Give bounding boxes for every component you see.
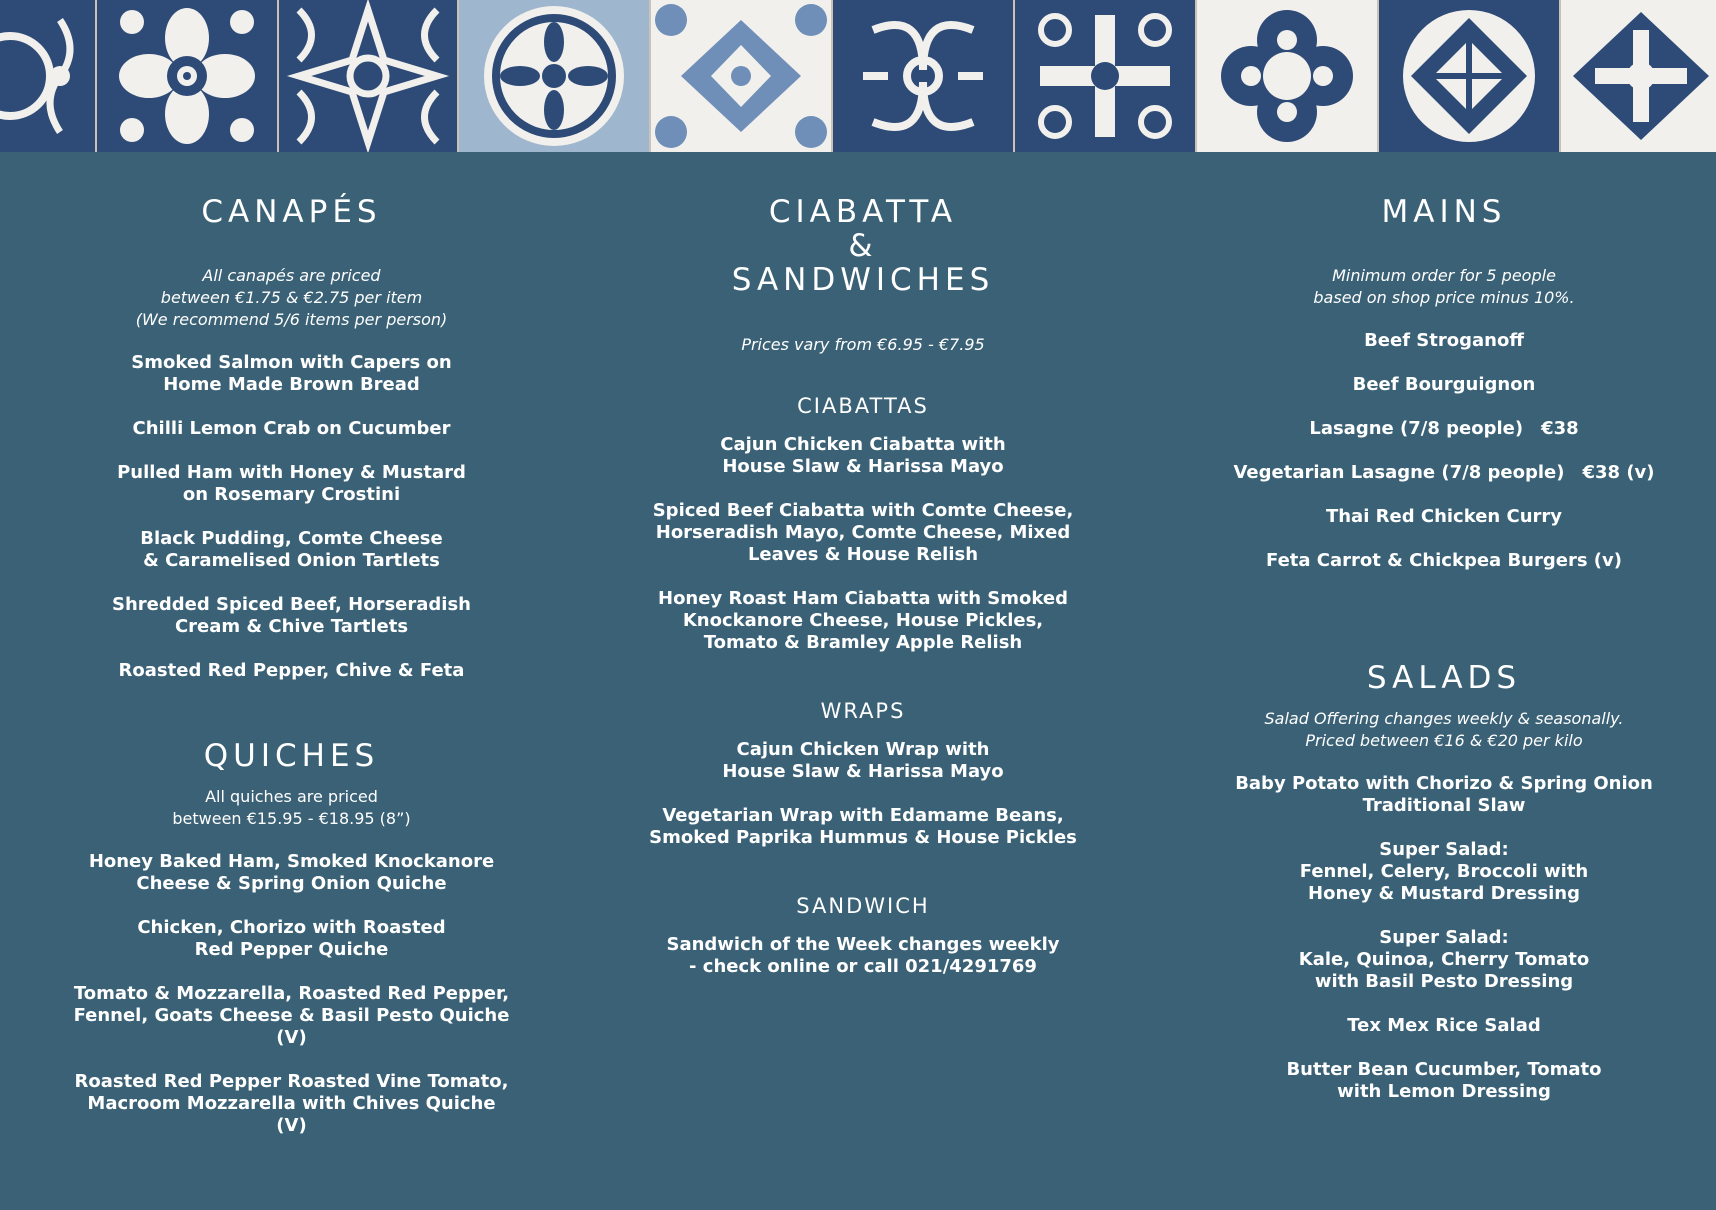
wraps-title: WRAPS xyxy=(820,699,906,723)
canapes-title: CANAPÉS xyxy=(201,194,382,230)
ciabattas-title: CIABATTAS xyxy=(797,394,929,418)
sandwich-list xyxy=(630,934,1096,978)
sandwich-title: SANDWICH xyxy=(796,894,930,918)
quiches-title: QUICHES xyxy=(203,738,380,774)
main-item-name: Vegetarian Lasagne (7/8 people) xyxy=(1233,462,1565,483)
mains-salads-column xyxy=(1200,195,1688,1103)
canapes-quiches-column xyxy=(60,195,523,1137)
ciabattas-list xyxy=(630,434,1096,654)
star-tile-icon xyxy=(279,0,459,152)
canape-item: Chilli Lemon Crab on Cucumber xyxy=(132,418,451,439)
main-item-name: Feta Carrot & Chickpea Burgers (v) xyxy=(1266,550,1622,571)
salads-list xyxy=(1200,773,1688,1103)
mains-list xyxy=(1200,330,1688,572)
quatrefoil-tile-icon xyxy=(1197,0,1379,152)
sandwiches-title-line2: & xyxy=(848,228,878,264)
salad-item: Baby Potato with Chorizo & Spring Onion Traditional Slaw xyxy=(1235,773,1653,816)
lattice-tile-icon xyxy=(651,0,833,152)
ciabatta-item: Cajun Chicken Ciabatta with House Slaw & Harissa Mayo xyxy=(720,434,1006,477)
salad-item: Super Salad: Fennel, Celery, Broccoli with Honey & Mustard Dressing xyxy=(1299,839,1589,904)
quiche-item: Roasted Red Pepper Roasted Vine Tomato, Macroom Mozzarella with Chives Quiche (V) xyxy=(74,1071,509,1136)
quiches-note: All quiches are priced between €15.95 - €18.95 (8”) xyxy=(172,787,411,828)
main-item xyxy=(1200,418,1688,440)
main-item-name: Thai Red Chicken Curry xyxy=(1325,506,1563,527)
canapes-list xyxy=(60,352,523,682)
salads-title: SALADS xyxy=(1366,660,1522,696)
main-item xyxy=(1200,506,1688,528)
main-item-price: €38 (v) xyxy=(1582,462,1655,483)
cross-tile-icon xyxy=(1015,0,1197,152)
quiche-item: Honey Baked Ham, Smoked Knockanore Cheese & Spring Onion Quiche xyxy=(88,851,495,894)
sandwich-item: Sandwich of the Week changes weekly - check online or call 021/4291769 xyxy=(666,934,1060,977)
lily-tile-icon xyxy=(97,0,279,152)
sandwiches-note: Prices vary from €6.95 - €7.95 xyxy=(741,335,985,354)
tile-banner xyxy=(0,0,1716,152)
diamond-tile-icon xyxy=(1379,0,1561,152)
quiche-item: Chicken, Chorizo with Roasted Red Pepper Quiche xyxy=(137,917,446,960)
salad-item: Butter Bean Cucumber, Tomato with Lemon Dressing xyxy=(1286,1059,1602,1102)
main-item xyxy=(1200,330,1688,352)
ciabatta-item: Honey Roast Ham Ciabatta with Smoked Knockanore Cheese, House Pickles, Tomato & Bramley Apple Relish xyxy=(658,588,1068,653)
salads-note: Salad Offering changes weekly & seasonally. Priced between €16 & €20 per kilo xyxy=(1264,709,1624,750)
sandwiches-column xyxy=(630,195,1096,978)
wrap-item: Cajun Chicken Wrap with House Slaw & Harissa Mayo xyxy=(722,739,1004,782)
scroll-tile-icon xyxy=(833,0,1015,152)
canape-item: Pulled Ham with Honey & Mustard on Rosemary Crostini xyxy=(117,462,466,505)
medallion-tile-icon xyxy=(459,0,651,152)
mains-note: Minimum order for 5 people based on shop price minus 10%. xyxy=(1313,266,1575,307)
wraps-list xyxy=(630,739,1096,849)
floral-tile-icon xyxy=(0,0,97,152)
main-item-price: €38 xyxy=(1541,418,1579,439)
salad-item: Super Salad: Kale, Quinoa, Cherry Tomato with Basil Pesto Dressing xyxy=(1298,927,1590,992)
salad-item: Tex Mex Rice Salad xyxy=(1347,1015,1541,1036)
canape-item: Shredded Spiced Beef, Horseradish Cream & Chive Tartlets xyxy=(112,594,471,637)
main-item-name: Beef Bourguignon xyxy=(1352,374,1536,395)
ciabatta-item: Spiced Beef Ciabatta with Comte Cheese, Horseradish Mayo, Comte Cheese, Mixed Leaves & House Relish xyxy=(652,500,1074,565)
quiche-item: Tomato & Mozzarella, Roasted Red Pepper, Fennel, Goats Cheese & Basil Pesto Quiche (V) xyxy=(73,983,510,1048)
wrap-item: Vegetarian Wrap with Edamame Beans, Smoked Paprika Hummus & House Pickles xyxy=(649,805,1077,848)
sandwiches-title-line3: SANDWICHES xyxy=(731,262,995,298)
mains-title: MAINS xyxy=(1381,194,1507,230)
main-item xyxy=(1200,374,1688,396)
main-item-name: Beef Stroganoff xyxy=(1364,330,1524,351)
canape-item: Black Pudding, Comte Cheese & Caramelised Onion Tartlets xyxy=(140,528,443,571)
main-item-name: Lasagne (7/8 people) xyxy=(1309,418,1524,439)
sandwiches-title-line1: CIABATTA xyxy=(768,194,958,230)
cross-tile-icon xyxy=(1561,0,1716,152)
canape-item: Smoked Salmon with Capers on Home Made Brown Bread xyxy=(131,352,452,395)
canapes-note: All canapés are priced between €1.75 & €2.75 per item (We recommend 5/6 items per person) xyxy=(135,266,448,329)
main-item xyxy=(1200,550,1688,572)
main-item xyxy=(1200,462,1688,484)
canape-item: Roasted Red Pepper, Chive & Feta xyxy=(118,660,465,681)
quiches-list xyxy=(60,851,523,1137)
